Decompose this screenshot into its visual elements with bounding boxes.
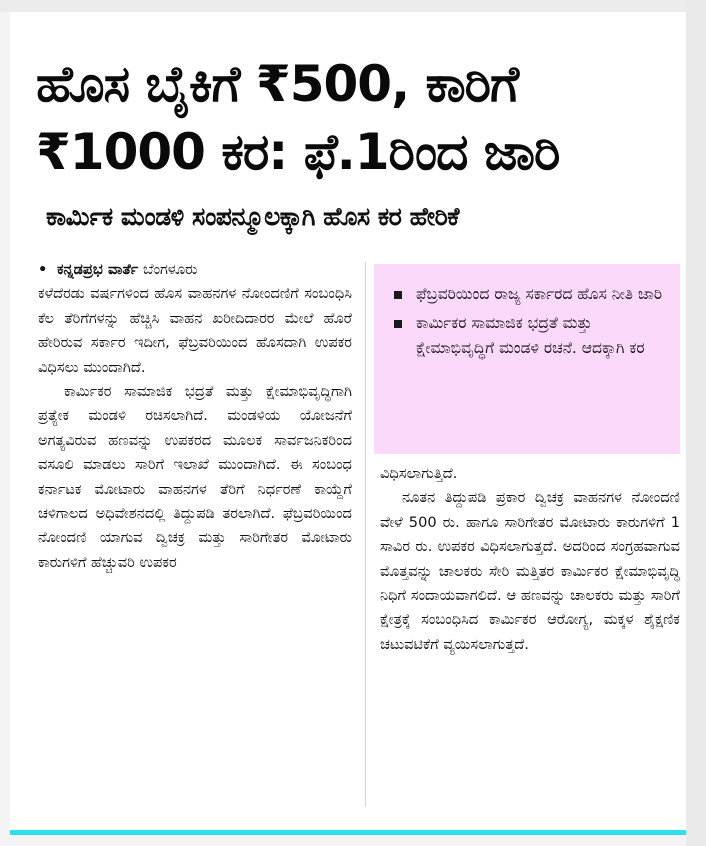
column-divider bbox=[365, 262, 366, 807]
article-headline: ಹೊಸ ಬೈಕಿಗೆ ₹500, ಕಾರಿಗೆ ₹1000 ಕರ: ಫೆ.1ರಿಂದ ಜಾರಿ bbox=[36, 55, 560, 181]
highlight-box bbox=[374, 264, 680, 454]
bottom-rule bbox=[10, 830, 686, 835]
square-bullet-icon bbox=[394, 320, 402, 328]
article-subheadline: ಕಾರ್ಮಿಕ ಮಂಡಳಿ ಸಂಪನ್ಮೂಲಕ್ಕಾಗಿ ಹೊಸ ಕರ ಹೇರಿಕೆ bbox=[46, 202, 460, 231]
article-paragraph-1: ಕಳೆದೆರಡು ವರ್ಷಗಳಿಂದ ಹೊಸ ವಾಹನಗಳ ನೋಂದಣಿಗೆ ಸಂಬಂಧಿಸಿ ಕೆಲ ತೆರಿಗೆಗಳನ್ನು ಹೆಚ್ಚಿಸಿ ವಾಹನ ಖರೀದಿದಾರರ ಮೇಲೆ ಹೊರೆ ಹೇರಿರುವ ಸರ್ಕಾರ ಇದೀಗ, ಫೆಬ್ರವರಿಯಿಂದ ಹೊಸದಾಗಿ ಉಪಕರ ವಿಧಿಸಲು ಮುಂದಾಗಿದೆ. bbox=[38, 285, 352, 376]
square-bullet-icon bbox=[394, 291, 402, 299]
highlight-text: ಫೆಬ್ರವರಿಯಿಂದ ರಾಜ್ಯ ಸರ್ಕಾರದ ಹೊಸ ನೀತಿ ಜಾರಿ bbox=[416, 285, 663, 303]
page-edge-shadow bbox=[686, 0, 706, 846]
top-margin-strip bbox=[0, 0, 706, 12]
article-right-column bbox=[380, 462, 680, 657]
byline-newspaper: ಕನ್ನಡಪ್ರಭ ವಾರ್ತೆ bbox=[56, 261, 139, 278]
highlight-text: ಕಾರ್ಮಿಕರ ಸಾಮಾಜಿಕ ಭದ್ರತೆ ಮತ್ತು ಕ್ಷೇಮಾಭಿವೃದ್ಧಿಗೆ ಮಂಡಳಿ ರಚನೆ. ಆದಕ್ಕಾಗಿ ಕರ bbox=[416, 314, 645, 357]
article-left-column bbox=[38, 258, 352, 575]
byline-city: ಬೆಂಗಳೂರು bbox=[143, 261, 198, 278]
highlight-item bbox=[394, 282, 668, 307]
article-paragraph-3: ನೂತನ ತಿದ್ದುಪಡಿ ಪ್ರಕಾರ ದ್ವಿಚಕ್ರ ವಾಹನಗಳ ನೋಂದಣಿ ವೇಳೆ 500 ರು. ಹಾಗೂ ಸಾರಿಗೇತರ ಮೋಟಾರು ಕಾರುಗಳಿಗೆ 1 ಸಾವಿರ ರು. ಉಪಕರ ವಿಧಿಸಲಾಗುತ್ತದೆ. ಅದರಿಂದ ಸಂಗ್ರಹವಾಗುವ ಮೊತ್ತವನ್ನು ಚಾಲಕರು ಸೇರಿ ಮತ್ತಿತರ ಕಾರ್ಮಿಕರ ಕ್ಷೇಮಾಭಿವೃದ್ಧಿ ನಿಧಿಗೆ ಸಂದಾಯವಾಗಲಿದೆ. ಆ ಹಣವನ್ನು ಚಾಲಕರು ಮತ್ತು ಸಾರಿಗೆ ಕ್ಷೇತ್ರಕ್ಕೆ ಸಂಬಂಧಿಸಿದ ಕಾರ್ಮಿಕರ ಆರೋಗ್ಯ, ಮಕ್ಕಳ ಶೈಕ್ಷಣಿಕ ಚಟುವಟಿಕೆಗೆ ವ್ಯಯಿಸಲಾಗುತ್ತದೆ. bbox=[380, 489, 680, 653]
byline-bullet: • bbox=[38, 261, 48, 278]
byline bbox=[38, 258, 352, 282]
highlight-item bbox=[394, 311, 668, 361]
article-paragraph-2: ಕಾರ್ಮಿಕರ ಸಾಮಾಜಿಕ ಭದ್ರತೆ ಮತ್ತು ಕ್ಷೇಮಾಭಿವೃದ್ಧಿಗಾಗಿ ಪ್ರತ್ಯೇಕ ಮಂಡಳಿ ರಚಿಸಲಾಗಿದೆ. ಮಂಡಳಿಯ ಯೋಜನೆಗೆ ಅಗತ್ಯವಿರುವ ಹಣವನ್ನು ಉಪಕರದ ಮೂಲಕ ಸಾರ್ವಜನಿಕರಿಂದ ವಸೂಲಿ ಮಾಡಲು ಸಾರಿಗೆ ಇಲಾಖೆ ಮುಂದಾಗಿದೆ. ಈ ಸಂಬಂಧ ಕರ್ನಾಟಕ ಮೋಟಾರು ವಾಹನಗಳ ತೆರಿಗೆ ನಿರ್ಧರಣೆ ಕಾಯ್ದೆಗೆ ಚಳಿಗಾಲದ ಅಧಿವೇಶನದಲ್ಲಿ ತಿದ್ದುಪಡಿ ತರಲಾಗಿದೆ. ಫೆಬ್ರವರಿಯಿಂದ ನೋಂದಣಿ ಯಾಗುವ ದ್ವಿಚಕ್ರ ಮತ್ತು ಸಾರಿಗೇತರ ಮೋಟಾರು ಕಾರುಗಳಿಗೆ ಹೆಚ್ಚುವರಿ ಉಪಕರ bbox=[38, 383, 352, 571]
article-continuation: ವಿಧಿಸಲಾಗುತ್ತಿದೆ. bbox=[380, 465, 458, 482]
